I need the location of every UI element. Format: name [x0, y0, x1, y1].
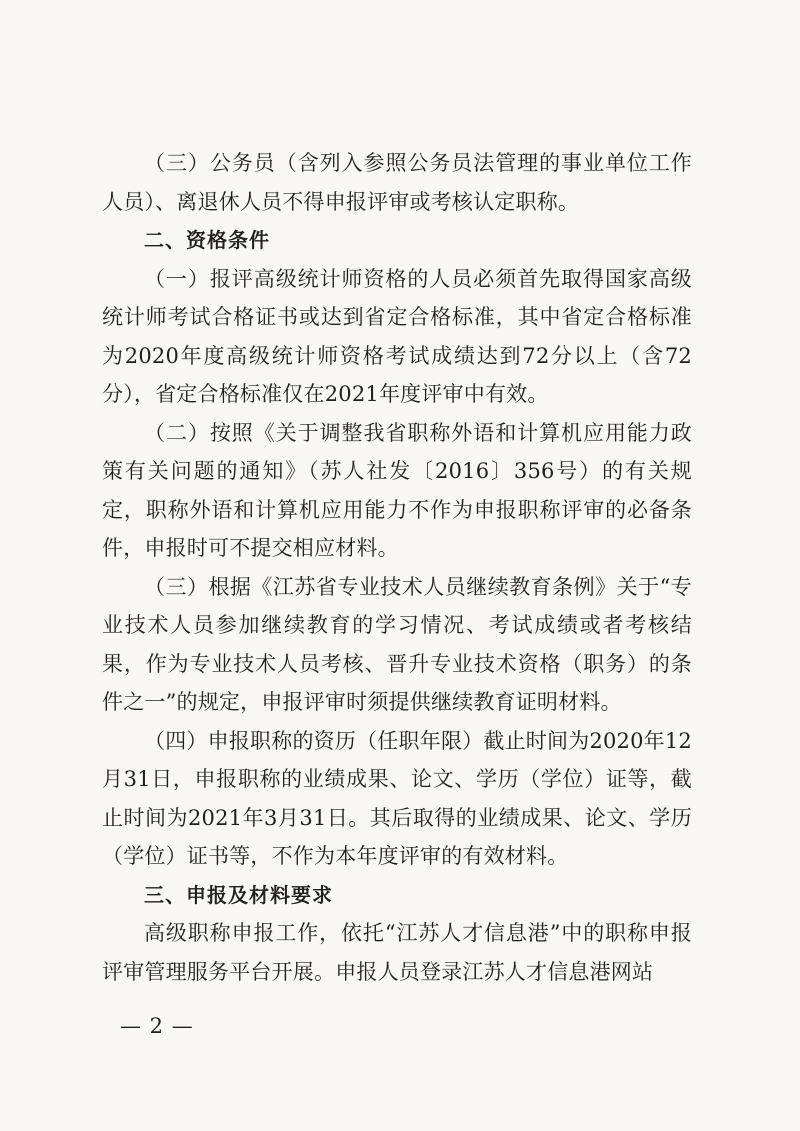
paragraph-exam-standard: （一）报评高级统计师资格的人员必须首先取得国家高级统计师考试合格证书或达到省定合格标准，其中省定合格标准为2020年度高级统计师资格考试成绩达到72分以上（含72分），省定合格标准仅在2021年度评审中有效。 [102, 266, 692, 406]
section-heading-qualifications: 二、资格条件 [144, 228, 270, 252]
paragraph-application-platform: 高级职称申报工作，依托“江苏人才信息港”中的职称申报评审管理服务平台开展。申报人员登录江苏人才信息港网站 [102, 921, 692, 984]
paragraph-continuing-education: （三）根据《江苏省专业技术人员继续教育条例》关于“专业技术人员参加继续教育的学习情况、考试成绩或者考核结果，作为专业技术人员考核、晋升专业技术资格（职务）的条件之一”的规定，申报评审时须提供继续教育证明材料。 [102, 574, 692, 714]
page-number: — 2 — [120, 1014, 194, 1038]
paragraph-language-computer: （二）按照《关于调整我省职称外语和计算机应用能力政策有关问题的通知》（苏人社发〔2016〕356号）的有关规定，职称外语和计算机应用能力不作为申报职称评审的必备条件，申报时可不提交相应材料。 [102, 420, 692, 560]
section-heading-application: 三、申报及材料要求 [144, 882, 333, 907]
document-body [102, 144, 692, 991]
paragraph-civil-servants: （三）公务员（含列入参照公务员法管理的事业单位工作人员）、离退休人员不得申报评审或考核认定职称。 [102, 151, 692, 214]
paragraph-deadlines: （四）申报职称的资历（任职年限）截止时间为2020年12月31日，申报职称的业绩成果、论文、学历（学位）证等，截止时间为2021年3月31日。其后取得的业绩成果、论文、学历（学位）证书等，不作为本年度评审的有效材料。 [102, 728, 692, 868]
